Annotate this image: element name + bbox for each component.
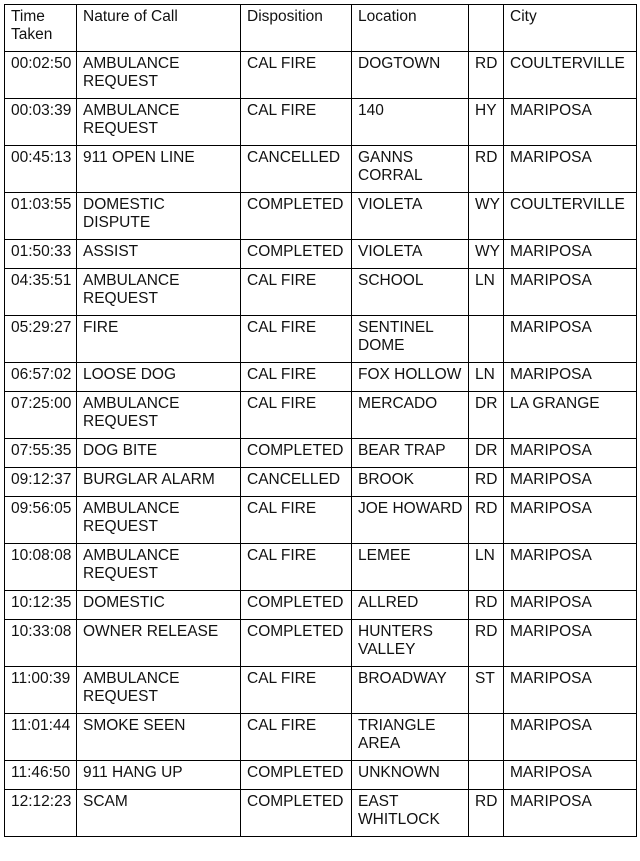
- location-cell: BEAR TRAP: [352, 439, 469, 468]
- table-row: [5, 193, 637, 240]
- table-row: [5, 591, 637, 620]
- city-cell: MARIPOSA: [504, 497, 637, 544]
- table-row: [5, 790, 637, 837]
- city-cell: MARIPOSA: [504, 99, 637, 146]
- suffix-cell: [469, 316, 504, 363]
- header-location: Location: [352, 5, 469, 52]
- time-cell: 00:45:13: [5, 146, 77, 193]
- table-row: [5, 363, 637, 392]
- disposition-cell: CAL FIRE: [241, 497, 352, 544]
- time-cell: 00:03:39: [5, 99, 77, 146]
- time-cell: 05:29:27: [5, 316, 77, 363]
- table-row: [5, 99, 637, 146]
- location-cell: LEMEE: [352, 544, 469, 591]
- header-nature-of-call: Nature of Call: [77, 5, 241, 52]
- location-cell: HUNTERS VALLEY: [352, 620, 469, 667]
- disposition-cell: COMPLETED: [241, 439, 352, 468]
- suffix-cell: RD: [469, 468, 504, 497]
- suffix-cell: DR: [469, 392, 504, 439]
- disposition-cell: CAL FIRE: [241, 667, 352, 714]
- city-cell: MARIPOSA: [504, 363, 637, 392]
- disposition-cell: CAL FIRE: [241, 269, 352, 316]
- location-cell: BROADWAY: [352, 667, 469, 714]
- disposition-cell: COMPLETED: [241, 591, 352, 620]
- suffix-cell: LN: [469, 363, 504, 392]
- disposition-cell: CAL FIRE: [241, 544, 352, 591]
- city-cell: LA GRANGE: [504, 392, 637, 439]
- location-cell: TRIANGLE AREA: [352, 714, 469, 761]
- nature-cell: BURGLAR ALARM: [77, 468, 241, 497]
- suffix-cell: RD: [469, 52, 504, 99]
- city-cell: MARIPOSA: [504, 667, 637, 714]
- location-cell: SCHOOL: [352, 269, 469, 316]
- disposition-cell: COMPLETED: [241, 193, 352, 240]
- header-time-taken: Time Taken: [5, 5, 77, 52]
- nature-cell: AMBULANCE REQUEST: [77, 269, 241, 316]
- table-row: [5, 269, 637, 316]
- time-cell: 09:12:37: [5, 468, 77, 497]
- city-cell: MARIPOSA: [504, 240, 637, 269]
- nature-cell: AMBULANCE REQUEST: [77, 52, 241, 99]
- suffix-cell: ST: [469, 667, 504, 714]
- location-cell: VIOLETA: [352, 193, 469, 240]
- suffix-cell: WY: [469, 240, 504, 269]
- city-cell: MARIPOSA: [504, 544, 637, 591]
- table-row: [5, 667, 637, 714]
- city-cell: MARIPOSA: [504, 790, 637, 837]
- table-row: [5, 392, 637, 439]
- nature-cell: AMBULANCE REQUEST: [77, 544, 241, 591]
- table-row: [5, 761, 637, 790]
- suffix-cell: [469, 761, 504, 790]
- table-row: [5, 497, 637, 544]
- time-cell: 07:55:35: [5, 439, 77, 468]
- table-row: [5, 544, 637, 591]
- city-cell: MARIPOSA: [504, 439, 637, 468]
- nature-cell: SCAM: [77, 790, 241, 837]
- location-cell: UNKNOWN: [352, 761, 469, 790]
- disposition-cell: CANCELLED: [241, 146, 352, 193]
- suffix-cell: RD: [469, 591, 504, 620]
- suffix-cell: RD: [469, 790, 504, 837]
- time-cell: 10:12:35: [5, 591, 77, 620]
- time-cell: 07:25:00: [5, 392, 77, 439]
- location-cell: MERCADO: [352, 392, 469, 439]
- time-cell: 01:03:55: [5, 193, 77, 240]
- time-cell: 11:01:44: [5, 714, 77, 761]
- table-row: [5, 146, 637, 193]
- location-cell: EAST WHITLOCK: [352, 790, 469, 837]
- nature-cell: AMBULANCE REQUEST: [77, 392, 241, 439]
- suffix-cell: LN: [469, 544, 504, 591]
- nature-cell: ASSIST: [77, 240, 241, 269]
- suffix-cell: DR: [469, 439, 504, 468]
- nature-cell: AMBULANCE REQUEST: [77, 99, 241, 146]
- header-street-suffix: [469, 5, 504, 52]
- city-cell: MARIPOSA: [504, 591, 637, 620]
- city-cell: MARIPOSA: [504, 316, 637, 363]
- time-cell: 01:50:33: [5, 240, 77, 269]
- disposition-cell: CAL FIRE: [241, 363, 352, 392]
- disposition-cell: COMPLETED: [241, 620, 352, 667]
- nature-cell: SMOKE SEEN: [77, 714, 241, 761]
- nature-cell: DOG BITE: [77, 439, 241, 468]
- table-row: [5, 439, 637, 468]
- nature-cell: DOMESTIC: [77, 591, 241, 620]
- city-cell: MARIPOSA: [504, 146, 637, 193]
- call-log-table: [4, 4, 637, 837]
- disposition-cell: CANCELLED: [241, 468, 352, 497]
- suffix-cell: RD: [469, 620, 504, 667]
- time-cell: 11:00:39: [5, 667, 77, 714]
- nature-cell: AMBULANCE REQUEST: [77, 497, 241, 544]
- table-row: [5, 240, 637, 269]
- city-cell: MARIPOSA: [504, 620, 637, 667]
- header-city: City: [504, 5, 637, 52]
- disposition-cell: COMPLETED: [241, 240, 352, 269]
- header-disposition: Disposition: [241, 5, 352, 52]
- time-cell: 04:35:51: [5, 269, 77, 316]
- city-cell: MARIPOSA: [504, 761, 637, 790]
- time-cell: 12:12:23: [5, 790, 77, 837]
- location-cell: ALLRED: [352, 591, 469, 620]
- nature-cell: FIRE: [77, 316, 241, 363]
- time-cell: 09:56:05: [5, 497, 77, 544]
- suffix-cell: WY: [469, 193, 504, 240]
- location-cell: VIOLETA: [352, 240, 469, 269]
- suffix-cell: [469, 714, 504, 761]
- disposition-cell: CAL FIRE: [241, 316, 352, 363]
- city-cell: MARIPOSA: [504, 269, 637, 316]
- time-cell: 10:33:08: [5, 620, 77, 667]
- nature-cell: 911 HANG UP: [77, 761, 241, 790]
- disposition-cell: CAL FIRE: [241, 392, 352, 439]
- city-cell: COULTERVILLE: [504, 193, 637, 240]
- location-cell: GANNS CORRAL: [352, 146, 469, 193]
- nature-cell: 911 OPEN LINE: [77, 146, 241, 193]
- nature-cell: AMBULANCE REQUEST: [77, 667, 241, 714]
- city-cell: MARIPOSA: [504, 468, 637, 497]
- disposition-cell: CAL FIRE: [241, 99, 352, 146]
- table-row: [5, 316, 637, 363]
- location-cell: DOGTOWN: [352, 52, 469, 99]
- location-cell: FOX HOLLOW: [352, 363, 469, 392]
- location-cell: SENTINEL DOME: [352, 316, 469, 363]
- nature-cell: OWNER RELEASE: [77, 620, 241, 667]
- table-row: [5, 52, 637, 99]
- table-row: [5, 620, 637, 667]
- suffix-cell: LN: [469, 269, 504, 316]
- disposition-cell: COMPLETED: [241, 761, 352, 790]
- location-cell: 140: [352, 99, 469, 146]
- disposition-cell: CAL FIRE: [241, 714, 352, 761]
- header-row: [5, 5, 637, 52]
- table-row: [5, 714, 637, 761]
- suffix-cell: RD: [469, 146, 504, 193]
- time-cell: 11:46:50: [5, 761, 77, 790]
- location-cell: BROOK: [352, 468, 469, 497]
- disposition-cell: COMPLETED: [241, 790, 352, 837]
- suffix-cell: HY: [469, 99, 504, 146]
- time-cell: 10:08:08: [5, 544, 77, 591]
- city-cell: COULTERVILLE: [504, 52, 637, 99]
- disposition-cell: CAL FIRE: [241, 52, 352, 99]
- suffix-cell: RD: [469, 497, 504, 544]
- table-row: [5, 468, 637, 497]
- nature-cell: LOOSE DOG: [77, 363, 241, 392]
- location-cell: JOE HOWARD: [352, 497, 469, 544]
- nature-cell: DOMESTIC DISPUTE: [77, 193, 241, 240]
- time-cell: 06:57:02: [5, 363, 77, 392]
- time-cell: 00:02:50: [5, 52, 77, 99]
- city-cell: MARIPOSA: [504, 714, 637, 761]
